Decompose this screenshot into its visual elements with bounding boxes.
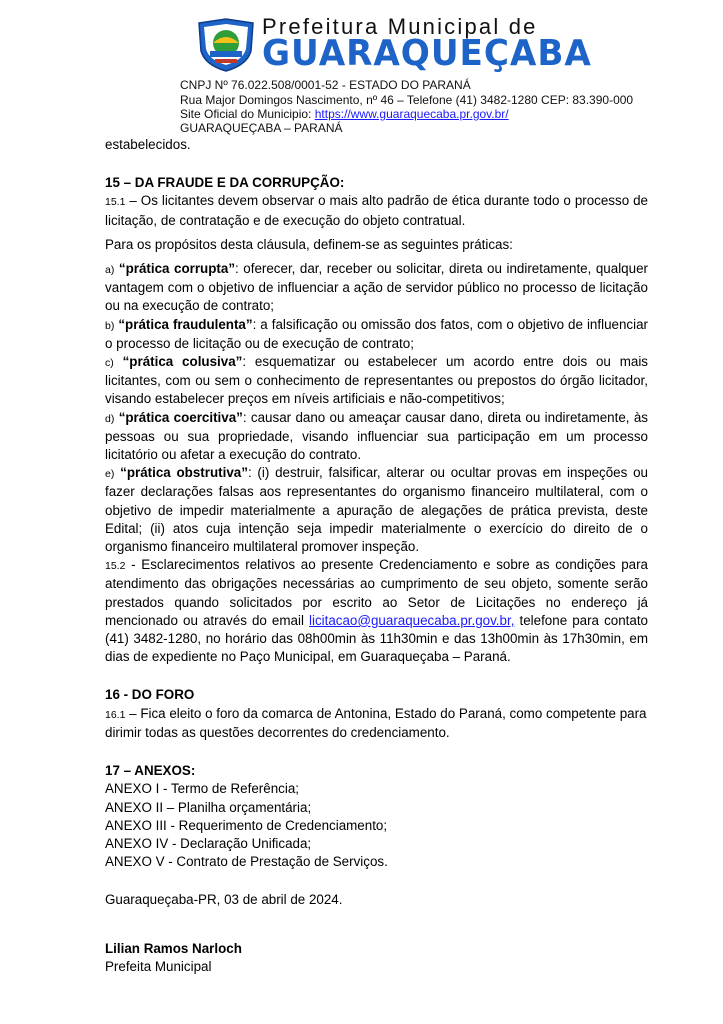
- item-term: “prática coercitiva”: [118, 409, 243, 425]
- email-link[interactable]: licitacao@guaraquecaba.pr.gov.br,: [309, 612, 515, 628]
- signature-name: [105, 940, 648, 958]
- practice-item-b: [105, 316, 648, 353]
- section-16-title: 16 - DO FORO: [105, 687, 195, 703]
- header-address: Rua Major Domingos Nascimento, nº 46 – Telefone (41) 3482-1280 CEP: 83.390-000: [180, 93, 634, 107]
- header-city: GUARAQUEÇABA – PARANÁ: [180, 121, 343, 135]
- item-term: “prática fraudulenta”: [118, 316, 253, 332]
- clause-number: 16.1: [105, 708, 126, 721]
- annex-item: ANEXO IV - Declaração Unificada;: [105, 835, 312, 851]
- item-letter: c): [105, 357, 114, 370]
- clause-number: 15.1: [105, 196, 126, 209]
- item-term: “prática colusiva”: [122, 354, 243, 370]
- item-text: : a falsificação ou omissão dos fatos, com o objetivo de influenciar o processo de licitação ou de execução de contrato;: [105, 316, 648, 351]
- signature-role: Prefeita Municipal: [105, 958, 212, 974]
- clause-text-continued: telefone para contato (41) 3482-1280, no horário das 08h00min às 11h30min e das 13h00min às 17h30min, em dias de expediente no Paço Municipal, em Guaraqueçaba – Paraná.: [105, 612, 648, 665]
- practice-item-e: [105, 464, 648, 556]
- section-17-title: 17 – ANEXOS:: [105, 763, 196, 779]
- clause-text: – Os licitantes devem observar o mais alto padrão de ética durante todo o processo de licitação, de contratação e de execução do objeto contratual.: [105, 193, 648, 228]
- annex-item: ANEXO II – Planilha orçamentária;: [105, 799, 312, 815]
- letterhead: [0, 0, 723, 140]
- practice-item-a: [105, 260, 648, 316]
- header-site: [180, 107, 509, 121]
- brand-municipality: GUARAQUEÇABA: [262, 33, 592, 74]
- paragraph-15-2: [105, 556, 648, 666]
- item-text: : oferecer, dar, receber ou solicitar, direta ou indiretamente, qualquer vantagem com o objetivo de influenciar a ação de servidor público no processo de licitação ou na execução de contrato;: [105, 261, 648, 314]
- clause-text: - Esclarecimentos relativos ao presente Credenciamento e sobre as condições para atendimento das obrigações necessárias ao cumprimento de seu objeto, somente serão prestados quando solicitados por escrito ao Setor de Licitações no endereço já mencionado ou através do email: [105, 557, 648, 628]
- document-body: [105, 136, 648, 976]
- item-term: “prática corrupta”: [118, 261, 236, 277]
- site-label: Site Oficial do Municipio:: [180, 107, 315, 121]
- practice-item-c: [105, 353, 648, 409]
- item-letter: d): [105, 412, 115, 425]
- section-15-title: 15 – DA FRAUDE E DA CORRUPÇÃO:: [105, 175, 345, 191]
- signatory-name: Lilian Ramos Narloch: [105, 940, 242, 956]
- paragraph-practices-intro: Para os propósitos desta cláusula, definem-se as seguintes práticas:: [105, 236, 513, 252]
- item-letter: a): [105, 264, 115, 277]
- clause-number: 15.2: [105, 560, 126, 573]
- site-link[interactable]: https://www.guaraquecaba.pr.gov.br/: [314, 107, 509, 121]
- municipal-crest-icon: [195, 17, 257, 73]
- date-line: Guaraqueçaba-PR, 03 de abril de 2024.: [105, 892, 343, 908]
- item-term: “prática obstrutiva”: [120, 465, 248, 481]
- leading-text: estabelecidos.: [105, 137, 191, 152]
- header-cnpj: CNPJ Nº 76.022.508/0001-52 - ESTADO DO PARANÁ: [180, 78, 471, 92]
- paragraph-16-1: [105, 705, 648, 742]
- annex-item: ANEXO V - Contrato de Prestação de Serviços.: [105, 854, 388, 870]
- paragraph-15-1: [105, 192, 648, 229]
- brand-title: Prefeitura Municipal de: [262, 14, 538, 39]
- item-letter: b): [105, 319, 115, 332]
- item-letter: e): [105, 468, 115, 481]
- item-text: : (i) destruir, falsificar, alterar ou ocultar provas em inspeções ou fazer declarações falsas aos representantes do organismo financeiro multilateral, com o objetivo de impedir materialmente a apuração de alegações de prática prevista, deste Edital; (ii) atos cuja intenção seja impedir materialmente o exercício do direito de o organismo financeiro multilateral promover inspeção.: [105, 465, 648, 555]
- clause-text: – Fica eleito o foro da comarca de Antonina, Estado do Paraná, como competente para dirimir todas as questões decorrentes do credenciamento.: [105, 705, 647, 740]
- annex-item: ANEXO III - Requerimento de Credenciamento;: [105, 817, 388, 833]
- annex-item: ANEXO I - Termo de Referência;: [105, 781, 299, 797]
- item-text: : esquematizar ou estabelecer um acordo entre dois ou mais licitantes, com ou sem o conhecimento de representantes ou prepostos do órgão licitador, visando estabelecer preços em níveis artificiais e não-competitivos;: [105, 354, 648, 407]
- practice-item-d: [105, 409, 648, 465]
- item-text: : causar dano ou ameaçar causar dano, direta ou indiretamente, às pessoas ou sua propriedade, visando influenciar sua participação em um processo licitatório ou afetar a execução do contrato.: [105, 409, 648, 463]
